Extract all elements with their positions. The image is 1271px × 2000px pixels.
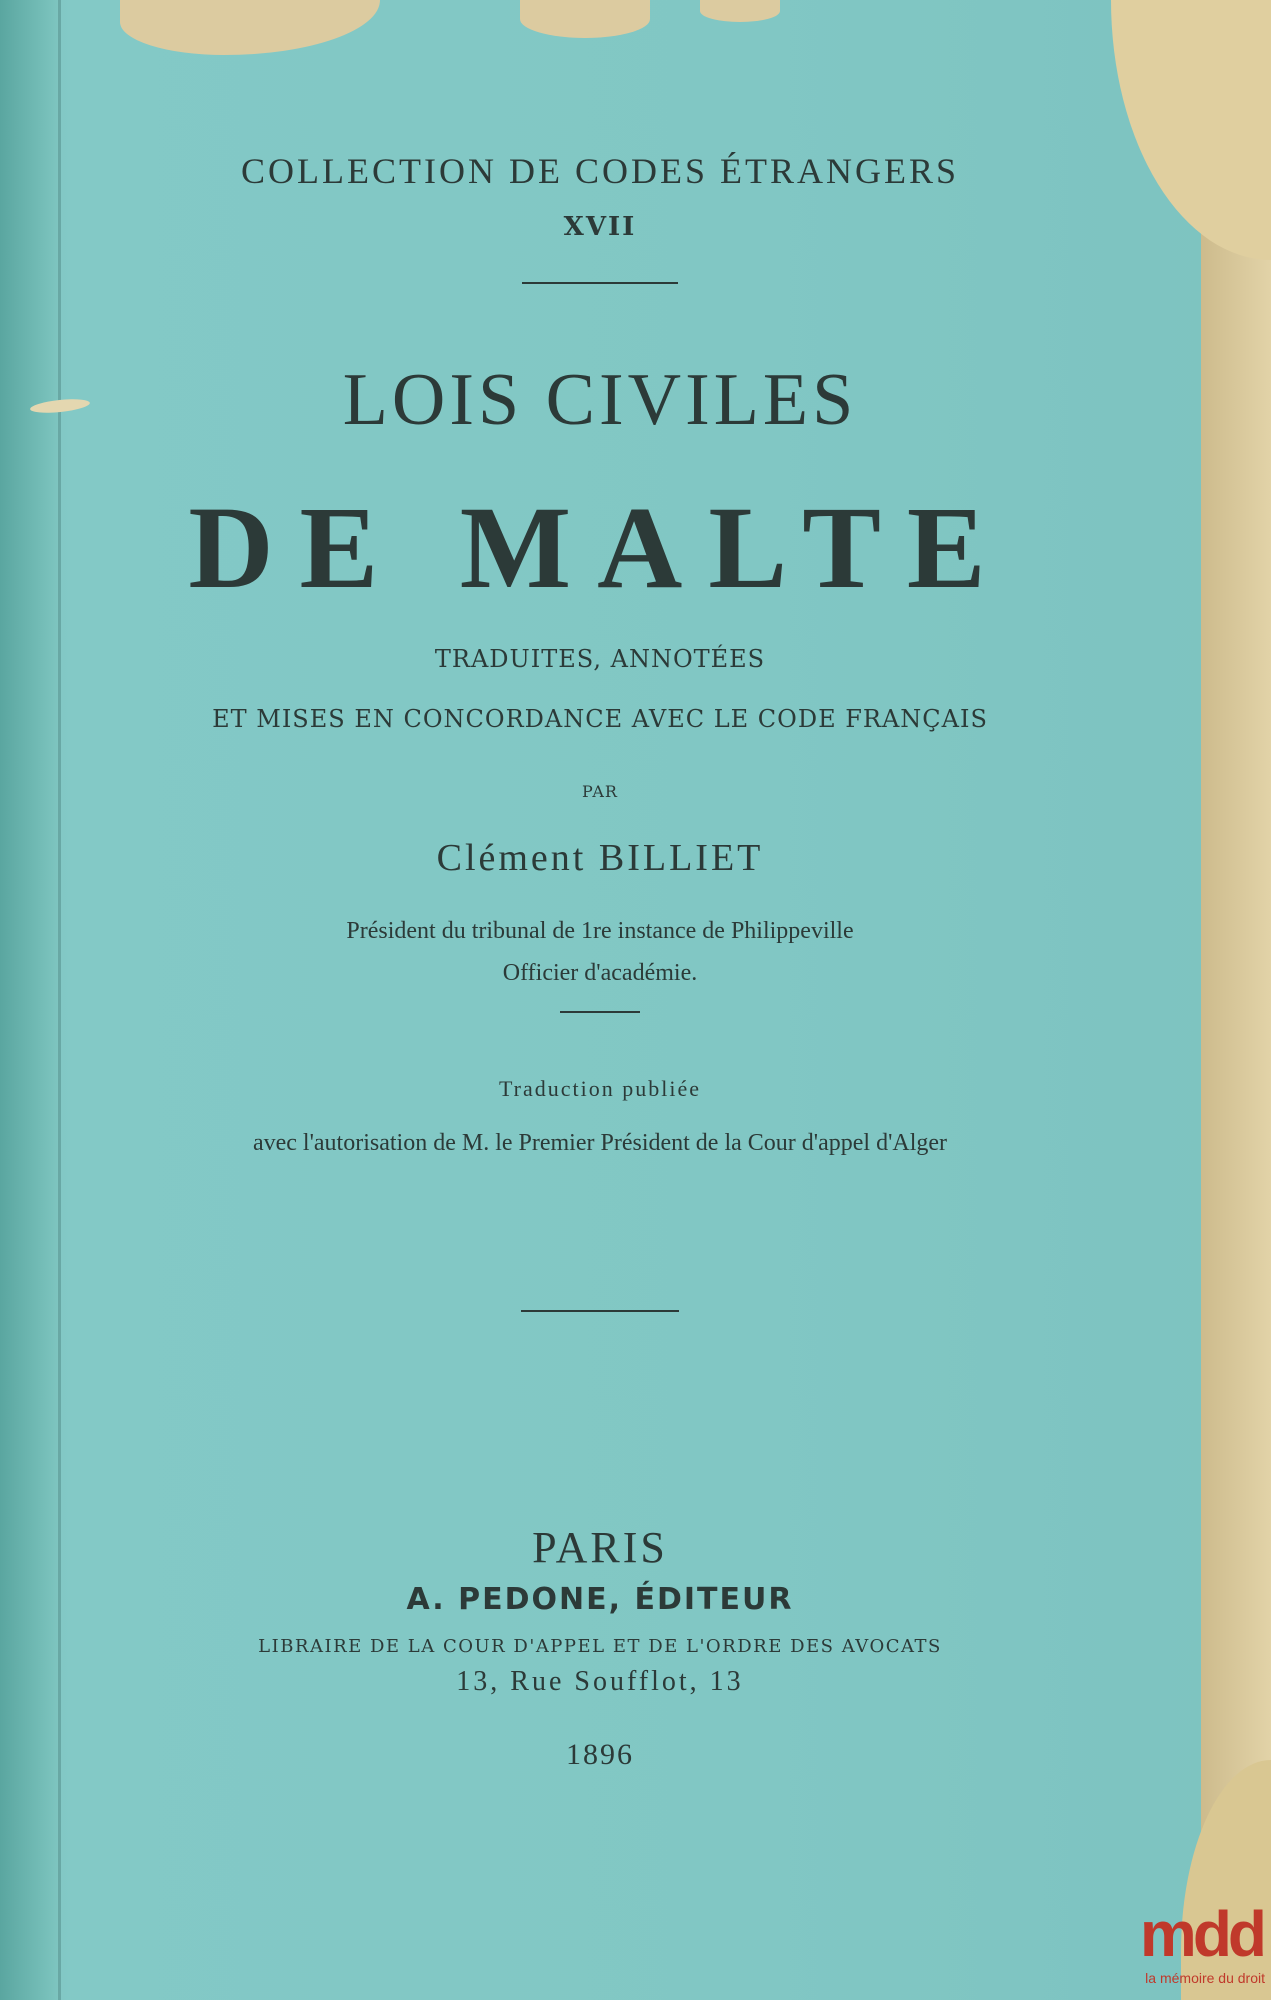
author-name: Clément BILLIET (436, 837, 764, 879)
subtitle-line-1: TRADUITES, ANNOTÉES (434, 645, 766, 673)
publication-authorization: avec l'autorisation de M. le Premier Président de la Cour d'appel d'Alger (252, 1130, 948, 1156)
torn-top-edge (700, 0, 780, 22)
spine-edge (58, 0, 61, 2000)
bookseller-line: LIBRAIRE DE LA COUR D'APPEL ET DE L'ORDRE DES AVOCATS (258, 1636, 942, 1657)
torn-top-edge (520, 0, 650, 38)
publication-note: Traduction publiée (499, 1076, 701, 1101)
divider (560, 1011, 640, 1013)
publisher-name: A. PEDONE, ÉDITEUR (406, 1582, 794, 1617)
yellowed-right-edge (1201, 0, 1271, 2000)
publication-city: PARIS (532, 1523, 668, 1572)
volume-number: XVII (563, 212, 637, 242)
subtitle-line-2: ET MISES EN CONCORDANCE AVEC LE CODE FRANÇAIS (212, 705, 988, 733)
logo-letters: mdd (1139, 1900, 1263, 1966)
divider (521, 1310, 679, 1312)
mdd-logo-icon (1115, 1900, 1265, 1966)
by-label: PAR (582, 782, 618, 801)
title-line-2: DE MALTE (188, 482, 1012, 613)
publication-year: 1896 (566, 1738, 634, 1771)
author-role-1: Président du tribunal de 1re instance de Philippeville (346, 918, 854, 944)
logo-tagline: la mémoire du droit (1145, 1970, 1265, 1986)
series-title: COLLECTION DE CODES ÉTRANGERS (241, 151, 959, 191)
book-spine (0, 0, 58, 2000)
divider (522, 282, 678, 284)
publisher-address: 13, Rue Soufflot, 13 (456, 1666, 744, 1697)
mdd-logo (1115, 1900, 1265, 1990)
title-line-1: LOIS CIVILES (342, 359, 858, 441)
author-role-2: Officier d'académie. (502, 960, 698, 986)
